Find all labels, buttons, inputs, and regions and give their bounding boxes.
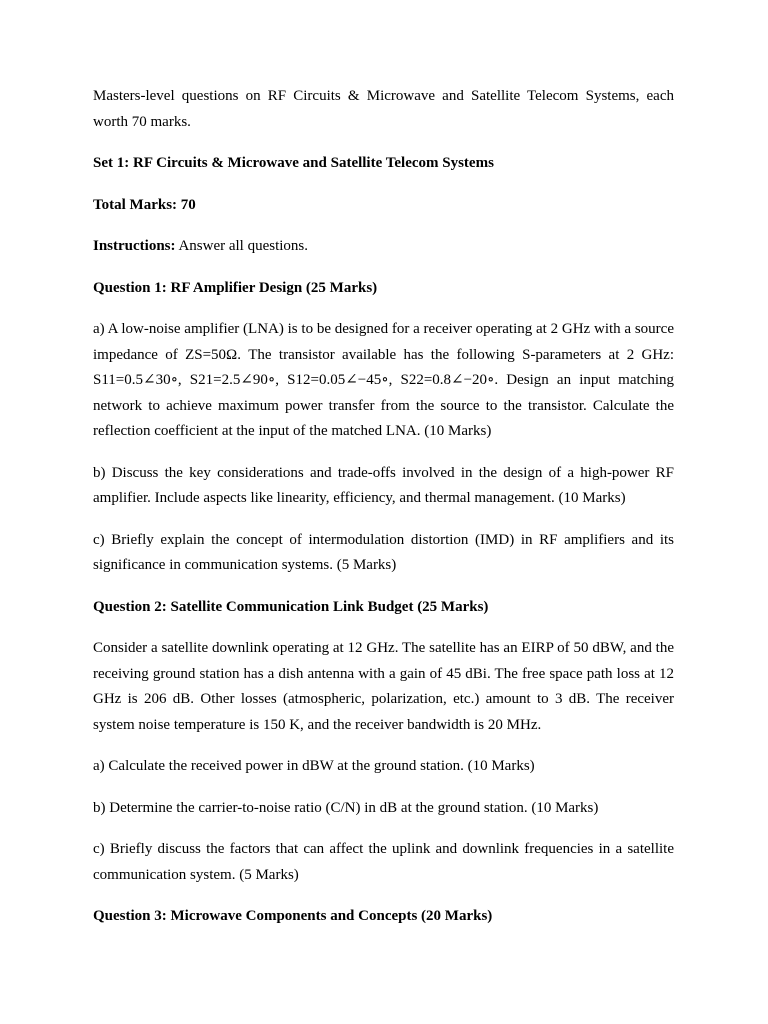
question-2-context: Consider a satellite downlink operating at 12 GHz. The satellite has an EIRP of 50 dBW, and the receiving ground station has a dish antenna with a gain of 45 dBi. The free space path loss at 12 GHz is 206 dB. Other losses (atmospheric, polarization, etc.) amount to 3 dB. The receiver system noise temperature is 150 K, and the receiver bandwidth is 20 MHz. bbox=[93, 640, 674, 733]
question-1-heading: Question 1: RF Amplifier Design (25 Marks) bbox=[93, 279, 378, 296]
question-2-part-c: c) Briefly discuss the factors that can affect the uplink and downlink frequencies in a satellite communication system. (5 Marks) bbox=[93, 841, 674, 883]
intro-paragraph: Masters-level questions on RF Circuits & Microwave and Satellite Telecom Systems, each worth 70 marks. bbox=[93, 88, 674, 130]
document-page bbox=[93, 84, 674, 946]
question-3-heading: Question 3: Microwave Components and Concepts (20 Marks) bbox=[93, 908, 493, 924]
total-marks: Total Marks: 70 bbox=[93, 196, 196, 213]
question-2-part-a: a) Calculate the received power in dBW at the ground station. (10 Marks) bbox=[93, 758, 535, 774]
question-2-heading: Question 2: Satellite Communication Link Budget (25 Marks) bbox=[93, 598, 489, 615]
set-title: Set 1: RF Circuits & Microwave and Satellite Telecom Systems bbox=[93, 155, 494, 171]
instructions-text: Answer all questions. bbox=[175, 238, 309, 254]
question-1-part-a: a) A low-noise amplifier (LNA) is to be designed for a receiver operating at 2 GHz with a source impedance of ZS=50Ω. The transistor available has the following S-parameters at 2 GHz: S11=0.5∠30∘, S21=2.5∠90∘, S12=0.05∠−45∘, S22=0.8∠−20∘. Design an input matching network to achieve maximum power transfer from the source to the transistor. Calculate the reflection coefficient at the input of the matched LNA. (10 Marks) bbox=[93, 321, 674, 439]
instructions-label: Instructions: bbox=[93, 238, 176, 254]
question-1-part-c: c) Briefly explain the concept of intermodulation distortion (IMD) in RF amplifiers and its significance in communication systems. (5 Marks) bbox=[93, 531, 674, 573]
instructions-paragraph bbox=[93, 234, 674, 260]
question-2-part-b: b) Determine the carrier-to-noise ratio (C/N) in dB at the ground station. (10 Marks) bbox=[93, 799, 599, 816]
question-1-part-b: b) Discuss the key considerations and trade-offs involved in the design of a high-power RF amplifier. Include aspects like linearity, efficiency, and thermal management. (10 Marks) bbox=[93, 464, 674, 506]
